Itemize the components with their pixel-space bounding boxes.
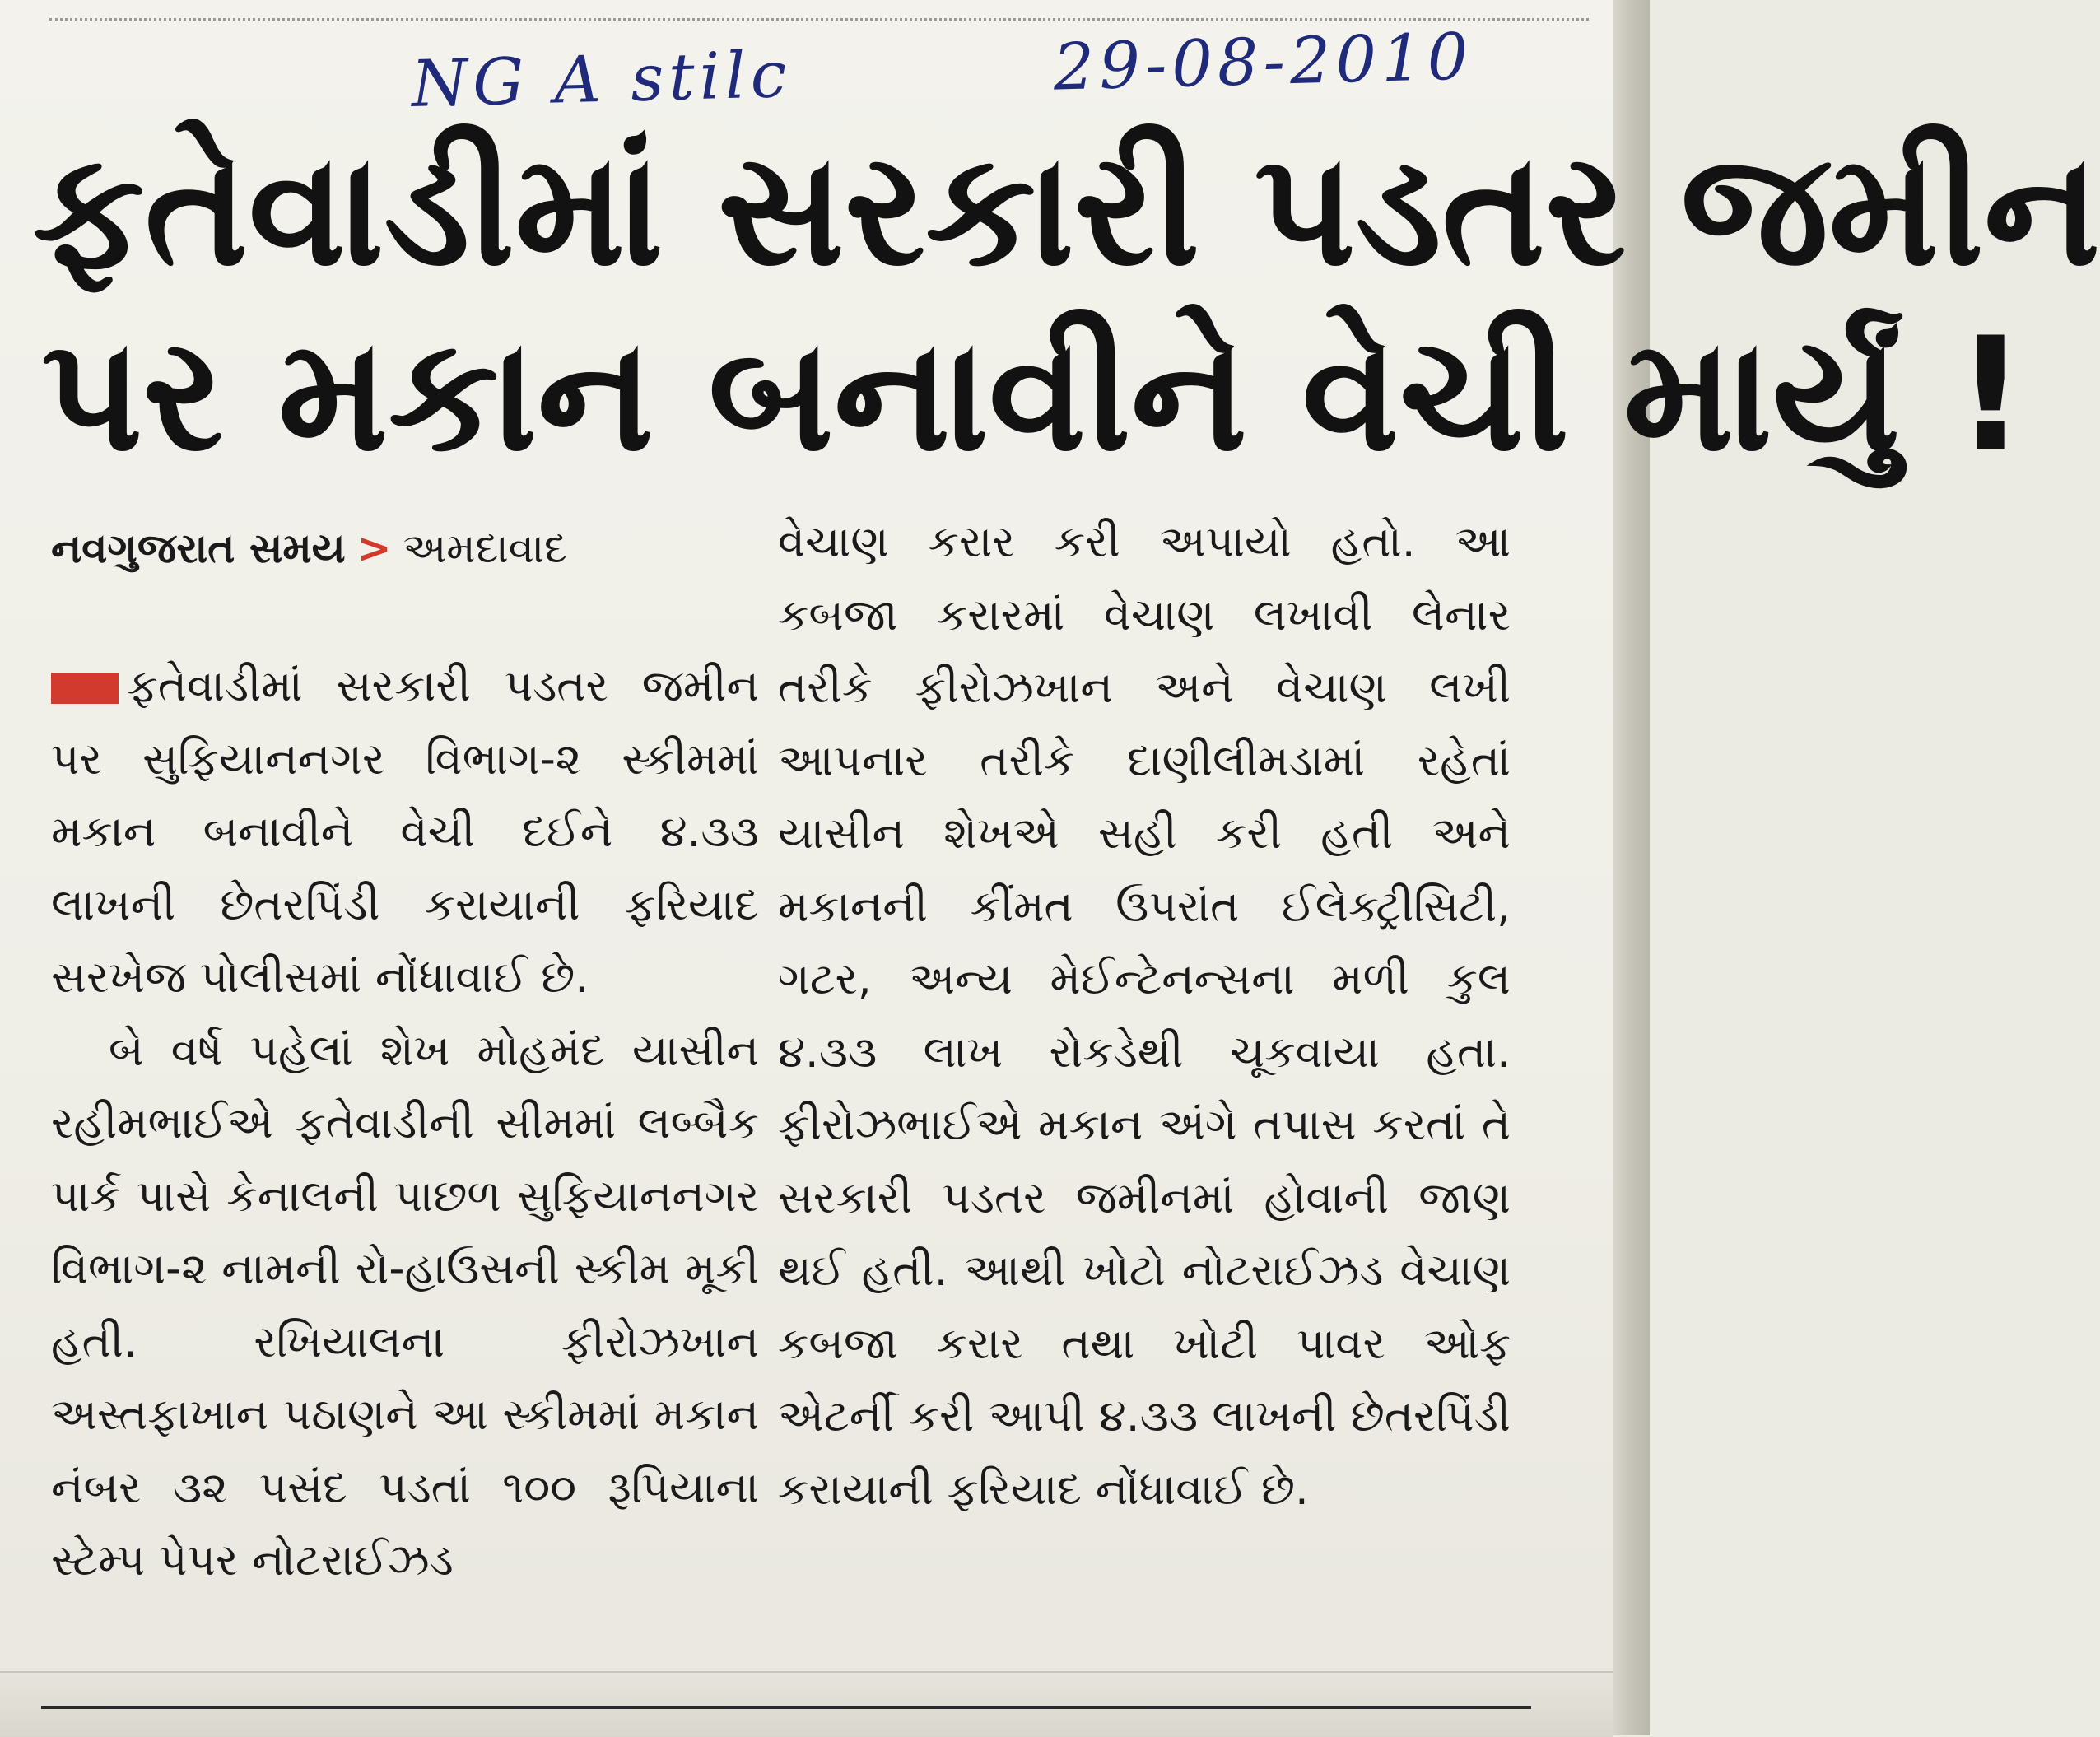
byline-separator: > <box>356 524 392 572</box>
article-paragraph: બે વર્ષ પહેલાં શેખ મોહમંદ યાસીન રહીમભાઈએ ફતેવાડીની સીમમાં લબ્બૈક પાર્ક પાસે કેનાલની પાછળ સુફિયાનનગર વિભાગ-૨ નામની રો-હાઉસની સ્કીમ મૂકી હતી. રખિયાલના ફીરોઝખાન અસ્તફાખાન પઠાણને આ સ્કીમમાં મકાન નંબર ૩૨ પસંદ પડતાં ૧૦૦ રૂપિયાના સ્ટેમ્પ પેપર નોટરાઈઝડ <box>51 1025 759 1586</box>
headline-line-1: ફતેવાડીમાં સરકારી પડતર જમીન <box>33 119 2100 300</box>
byline <box>51 524 693 574</box>
paragraph-text: ફતેવાડીમાં સરકારી પડતર જમીન પર સુફિયાનનગર વિભાગ-૨ સ્કીમમાં મકાન બનાવીને વેચી દઈને ૪.૩૩ લાખની છેતરપિંડી કરાયાની ફરિયાદ સરખેજ પોલીસમાં નોંધાવાઈ છે. <box>51 661 759 1003</box>
article-column-right <box>778 506 1511 1526</box>
handwritten-source: NG A stilc <box>410 38 793 123</box>
article-paragraph <box>51 650 759 1015</box>
headline-line-2: પર મકાન બનાવીને વેચી માર્યું ! <box>41 304 2027 486</box>
bottom-rule <box>41 1706 1531 1709</box>
article-column-left <box>51 650 759 1598</box>
handwritten-date: 29-08-2010 <box>1052 20 1474 105</box>
section-marker <box>51 673 119 704</box>
article-paragraph: વેચાણ કરાર કરી અપાયો હતો. આ કબજા કરારમાં વેચાણ લખાવી લેનાર તરીકે ફીરોઝખાન અને વેચાણ લખી આપનાર તરીકે દાણીલીમડામાં રહેતાં યાસીન શેખએ સહી કરી હતી અને મકાનની કીંમત ઉપરાંત ઈલેક્ટ્રીસિટી, ગટર, અન્ય મેઈન્ટેનન્સના મળી કુલ ૪.૩૩ લાખ રોકડેથી ચૂકવાયા હતા. ફીરોઝભાઈએ મકાન અંગે તપાસ કરતાં તે સરકારી પડતર જમીનમાં હોવાની જાણ થઈ હતી. આથી ખોટો નોટરાઈઝડ વેચાણ કબજા કરાર તથા ખોટી પાવર ઓફ એટર્ની કરી આપી ૪.૩૩ લાખની છેતરપિંડી કરાયાની ફરિયાદ નોંધાવાઈ છે. <box>778 517 1511 1515</box>
dotted-cut-line <box>49 18 1589 21</box>
bottom-strip <box>0 1671 1613 1737</box>
byline-place: અમદાવાદ <box>403 524 568 572</box>
byline-source: નવગુજરાત સમય <box>51 524 346 572</box>
